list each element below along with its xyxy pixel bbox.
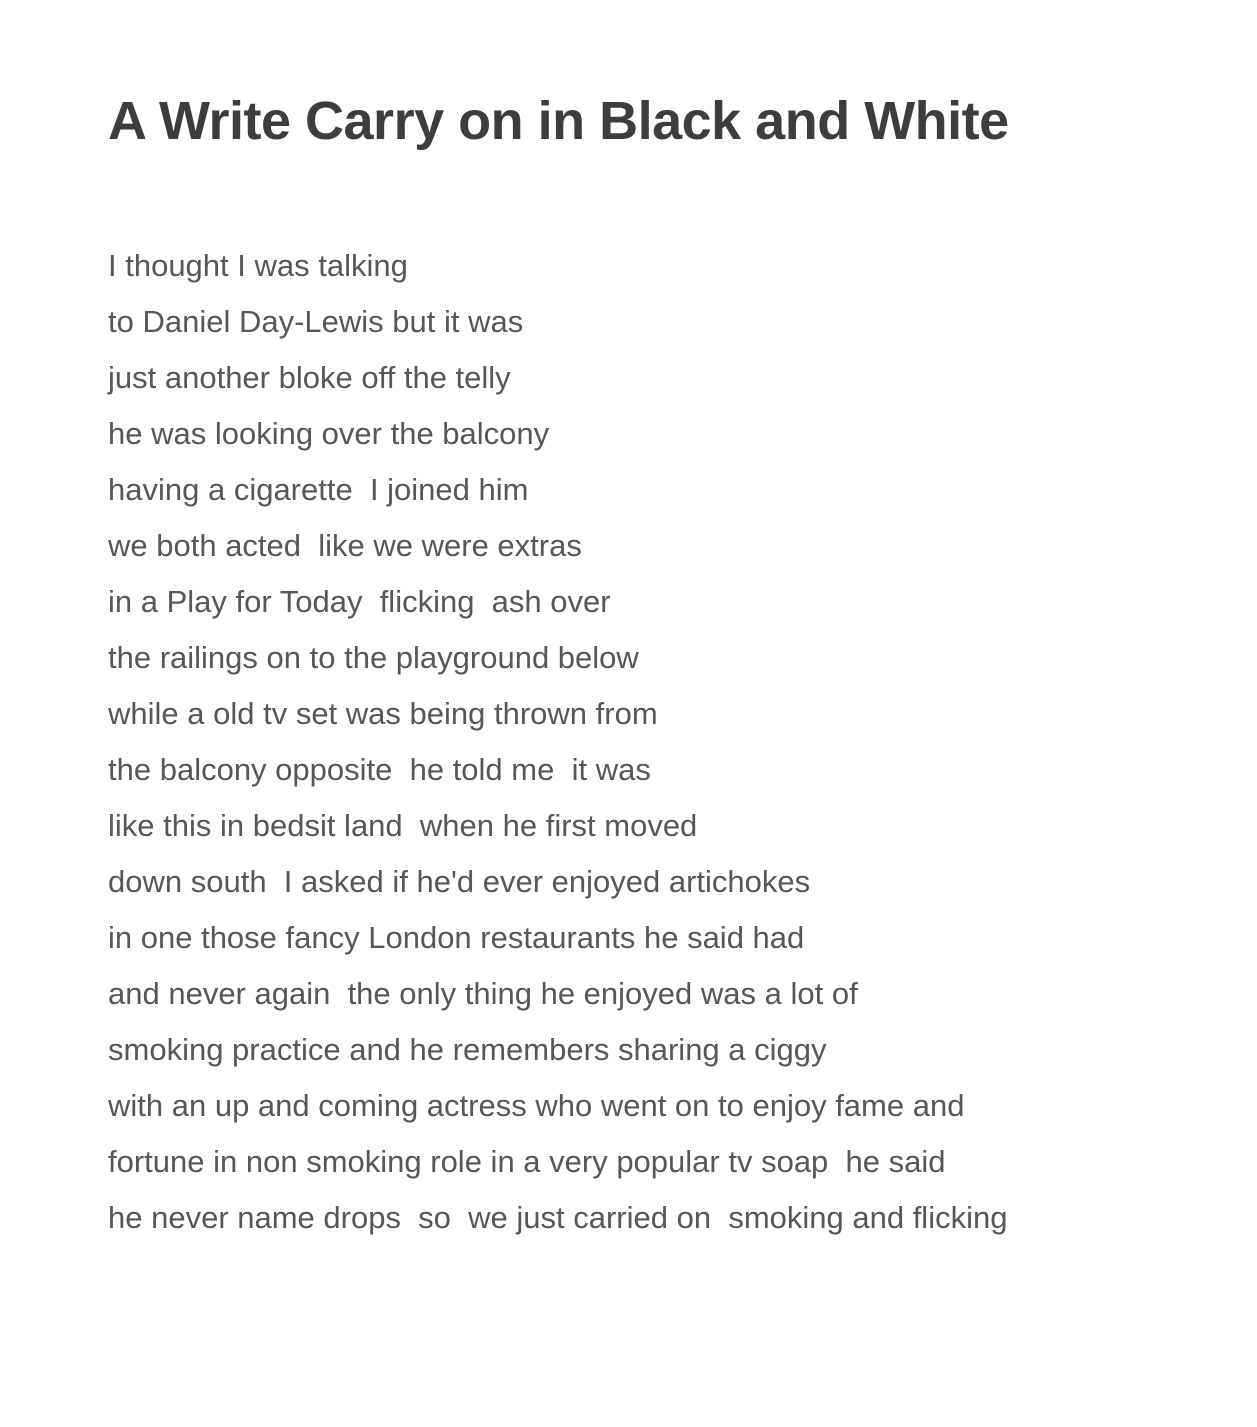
poem-line: fortune in non smoking role in a very popular tv soap he said — [108, 1143, 946, 1179]
poem-line: he was looking over the balcony — [108, 415, 550, 451]
poem-title: A Write Carry on in Black and White — [108, 91, 1009, 151]
poem-line: just another bloke off the telly — [108, 359, 511, 395]
poem-line: the railings on to the playground below — [108, 639, 639, 675]
poem-line: he never name drops so we just carried on smoking and flicking — [108, 1199, 1008, 1235]
poem-line: in a Play for Today flicking ash over — [108, 583, 611, 619]
poem-line: down south I asked if he'd ever enjoyed artichokes — [108, 863, 811, 899]
poem-line: in one those fancy London restaurants he said had — [108, 919, 805, 955]
poem-line: like this in bedsit land when he first moved — [108, 807, 698, 843]
poem-line: and never again the only thing he enjoyed was a lot of — [108, 975, 858, 1011]
poem-line: I thought I was talking — [108, 247, 408, 283]
poem-line: to Daniel Day-Lewis but it was — [108, 303, 524, 339]
poem-line: smoking practice and he remembers sharing a ciggy — [108, 1031, 827, 1067]
poem-line: having a cigarette I joined him — [108, 471, 529, 507]
poem-body — [108, 238, 1197, 1246]
poem-line: with an up and coming actress who went on to enjoy fame and — [108, 1087, 965, 1123]
poem-line: the balcony opposite he told me it was — [108, 751, 651, 787]
poem-line: while a old tv set was being thrown from — [108, 695, 658, 731]
poem-line: we both acted like we were extras — [108, 527, 582, 563]
